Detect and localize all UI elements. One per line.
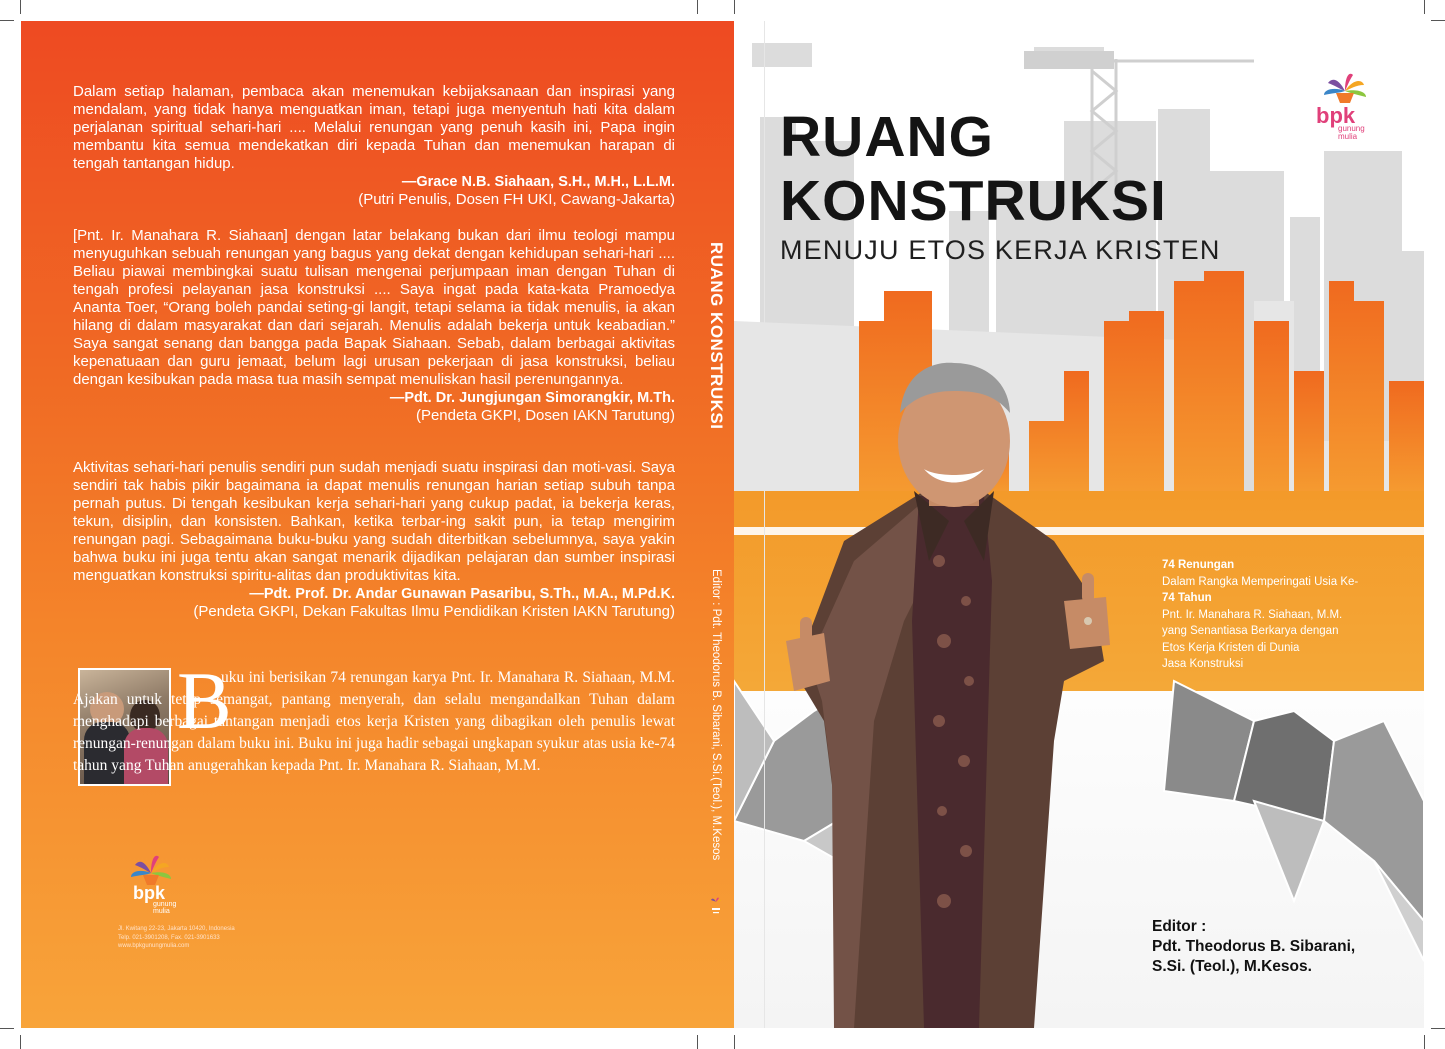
quote-1-author: —Grace N.B. Siahaan, S.H., M.H., L.L.M.: [401, 174, 675, 190]
quote-1-text: Dalam setiap halaman, pembaca akan menemukan kebijaksanaan dan inspirasi yang mendalam, yang tidak hanya menguatkan iman, tetapi juga menyentuh hati kita dalam perjalanan spiritual sehari-hari .... Melalui renungan yang penuh kasih ini, Papa ingin membantu kita semua mendekatkan diri kepada Tuhan dan menemukan harapan di tengah tantangan hidup.: [73, 83, 675, 172]
publisher-address: [118, 925, 235, 951]
quote-1: [73, 83, 675, 209]
editor-name-line-1: Pdt. Theodorus B. Sibarani,: [1152, 938, 1356, 955]
info-line-1: Dalam Rangka Memperingati Usia Ke-: [1162, 575, 1359, 588]
quote-2: [73, 227, 675, 425]
spine: [697, 21, 734, 1028]
info-line-3: yang Senantiasa Berkarya dengan: [1162, 625, 1339, 637]
quote-3-author: —Pdt. Prof. Dr. Andar Gunawan Pasaribu, S.Th., M.A., M.Pd.K.: [249, 586, 675, 602]
address-line-2: Telp. 021-3901208, Fax. 021-3901633: [118, 934, 220, 941]
blurb-body: uku ini berisikan 74 renungan karya Pnt. Ir. Manahara R. Siahaan, M.M. Ajakan untuk tetap semangat, pantang menyerah, dan selalu mengandalkan Tuhan dalam menghadapi berbagai tantangan menjadi etos kerja Kristen yang dibagikan oleh penulis lewat renungan-renungan dalam buku ini. Buku ini juga hadir sebagai ungkapan syukur atas usia ke-74 tahun yang Tuhan anugerahkan kepada Pnt. Ir. Manahara R. Siahaan, M.M.: [73, 669, 675, 774]
quote-2-author: —Pdt. Dr. Jungjungan Simorangkir, M.Th.: [389, 390, 675, 406]
quote-3: [73, 459, 675, 621]
blurb-dropcap: B: [177, 655, 232, 746]
blurb-text: [73, 667, 675, 777]
quote-3-text: Aktivitas sehari-hari penulis sendiri pun sudah menjadi suatu inspirasi dan moti-vasi. Saya sendiri tak habis pikir bagaimana ia dapat menulis renungan harian setiap subuh tanpa pernah putus. Di tengah kesibukan kerja sehari-hari yang cukup padat, ia bekerja keras, tekun, disiplin, dan konsisten. Bahkan, ketika terbar-ing sakit pun, ia tetap mengirim renungan pagi. Sebagaimana buku-buku yang sudah diterbitkan sebelumnya, saya yakin bahwa buku ini juga tentu akan sangat menarik dijadikan pelajaran dan sumber inspirasi menguatkan konstruksi spiritu-alitas dan produktivitas kita.: [73, 459, 675, 584]
spine-title: RUANG KONSTRUKSI: [707, 242, 726, 430]
back-cover: [21, 21, 734, 1028]
info-line-5: Jasa Konstruksi: [1162, 658, 1244, 670]
publisher-sub-back: [153, 901, 176, 915]
address-line-1: Jl. Kwitang 22-23, Jakarta 10420, Indonesia: [118, 926, 235, 932]
dedication-info: [1162, 557, 1358, 673]
info-bold-1: 74 Renungan: [1162, 559, 1235, 571]
book-title-line-1: RUANG: [780, 105, 994, 169]
publisher-brand-back: bpk: [133, 883, 166, 903]
front-publisher-sub2: mulia: [1338, 132, 1358, 141]
quote-1-role: (Putri Penulis, Dosen FH UKI, Cawang-Jakarta): [358, 191, 675, 208]
book-subtitle: MENUJU ETOS KERJA KRISTEN: [780, 235, 1221, 265]
spine-editor: Editor : Pdt. Theodorus B. Sibarani, S.Si.(Teol.), M.Kesos: [710, 569, 722, 861]
editor-label: Editor :: [1152, 918, 1207, 935]
front-publisher-sub: [1338, 125, 1365, 141]
book-title-line-2: KONSTRUKSI: [780, 169, 1167, 233]
quote-3-role: (Pendeta GKPI, Dekan Fakultas Ilmu Pendidikan Kristen IAKN Tarutung): [193, 603, 675, 620]
publisher-sub2-back: mulia: [153, 908, 170, 915]
editor-name-line-2: S.Si. (Teol.), M.Kesos.: [1152, 958, 1312, 975]
publisher-sub1-back: gunung: [153, 901, 177, 908]
quote-2-role: (Pendeta GKPI, Dosen IAKN Tarutung): [415, 407, 675, 424]
fold-line: [764, 21, 765, 1028]
book-title: [780, 105, 1167, 233]
spine-logo-icon: [708, 896, 724, 918]
address-line-3: www.bpkgunungmulia.com: [118, 943, 190, 949]
info-bold-2: 74 Tahun: [1162, 592, 1212, 604]
front-publisher-brand: bpk: [1316, 103, 1356, 128]
info-line-4: Etos Kerja Kristen di Dunia: [1162, 641, 1300, 654]
editor-credit: [1152, 917, 1355, 977]
front-cover: [734, 21, 1424, 1028]
info-line-2: Pnt. Ir. Manahara R. Siahaan, M.M.: [1162, 608, 1343, 621]
front-publisher-sub1: gunung: [1338, 124, 1365, 133]
quote-2-text: [Pnt. Ir. Manahara R. Siahaan] dengan latar belakang bukan dari ilmu teologi mampu menyuguhkan sebuah renungan yang bagus yang dekat dengan kehidupan sehari-hari .... Beliau piawai membingkai suatu tulisan mengenai perjumpaan iman dengan Tuhan di tengah profesi pelayanan jasa konstruksi .... Saya ingat pada kata-kata Pramoedya Ananta Toer, “Orang boleh pandai seting-gi langit, tetapi selama ia tidak menulis, ia akan hilang di dalam masyarakat dan dari sejarah. Menulis adalah bekerja untuk keabadian.” Saya sangat senang dan bangga pada Bapak Siahaan. Sebab, dalam berbagai aktivitas kepenatuaan dan guru jemaat, belum lagi urusan pekerjaan di jasa konstruksi, beliau dengan kesibukan pada masa tua masih sempat menuliskan hasil perenungannya.: [73, 227, 675, 388]
